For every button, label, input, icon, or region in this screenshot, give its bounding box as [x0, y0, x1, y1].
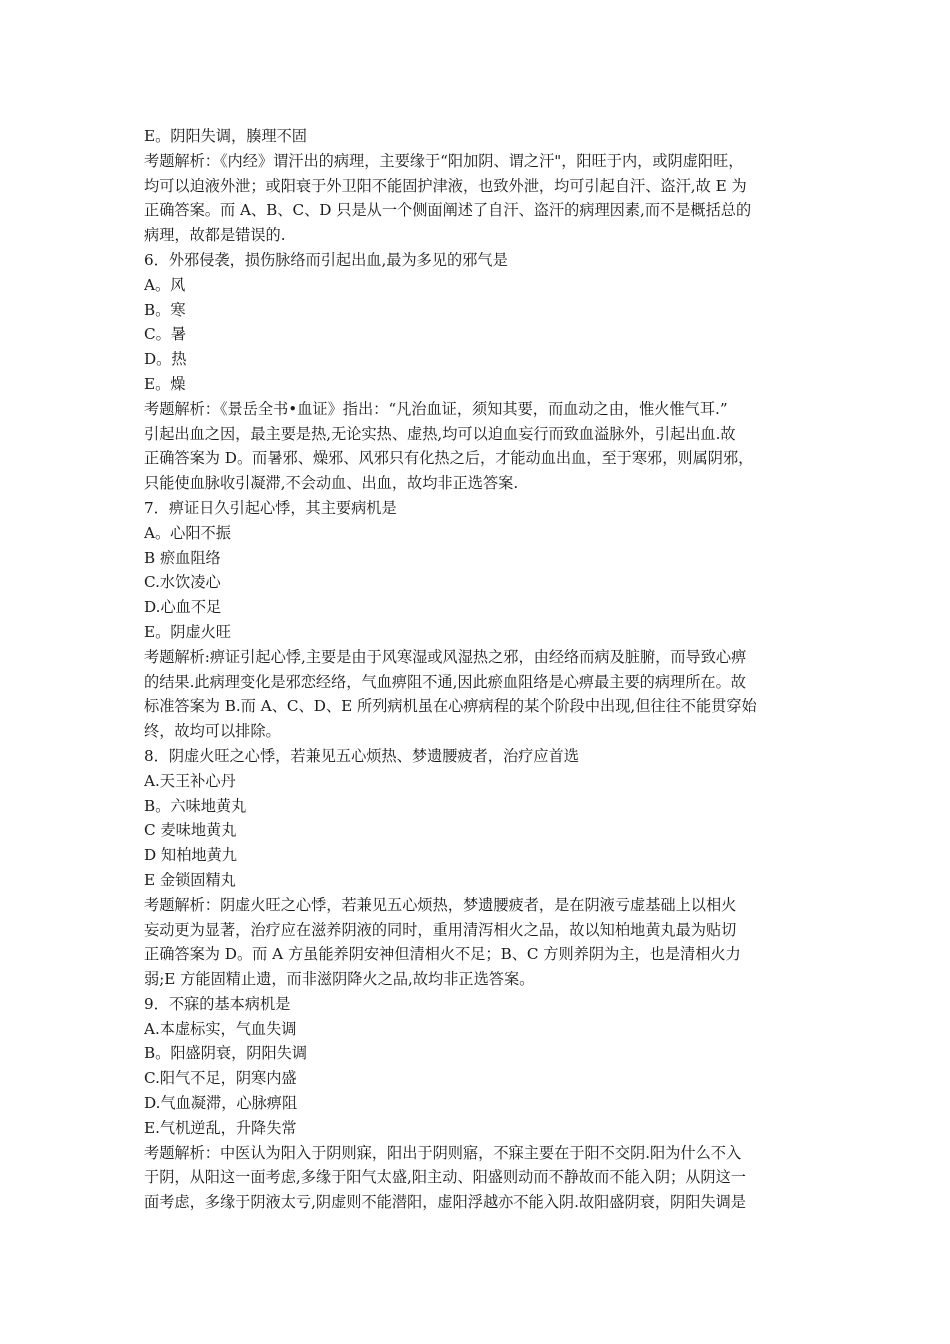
analysis-line: 正确答案为 D。而暑邪、燥邪、风邪只有化热之后，才能动血出血，至于寒邪，则属阴邪，	[144, 449, 754, 468]
answer-option: D.心血不足	[144, 598, 222, 617]
analysis-line: 妄动更为显著，治疗应在滋养阴液的同时，重用清泻相火之品，故以知柏地黄丸最为贴切	[144, 920, 737, 939]
analysis-line: 的结果.此病理变化是邪恋经络，气血痹阻不通,因此瘀血阻络是心痹最主要的病理所在。故	[144, 672, 746, 691]
document-body	[144, 124, 812, 1215]
analysis-line: 正确答案。而 A、B、C、D 只是从一个侧面阐述了自汗、盗汗的病理因素,而不是概括总的	[144, 201, 752, 220]
answer-option: A。心阳不振	[144, 523, 231, 542]
analysis-line: 弱;E 方能固精止遗，而非滋阴降火之品,故均非正选答案。	[144, 970, 535, 989]
answer-option: E。阴虚火旺	[144, 622, 232, 641]
answer-option: B 瘀血阻络	[144, 548, 221, 567]
answer-option: E.气机逆乱，升降失常	[144, 1118, 297, 1137]
answer-option: D。热	[144, 350, 187, 369]
answer-option: C 麦味地黄丸	[144, 821, 237, 840]
answer-option: B。六味地黄丸	[144, 796, 247, 815]
answer-option: A.本虚标实，气血失调	[144, 1019, 297, 1038]
answer-option: E。阴阳失调，腠理不固	[144, 127, 307, 145]
analysis-line: 于阴，从阳这一面考虑,多缘于阳气太盛,阳主动、阳盛则动而不静故而不能入阴；从阴这一	[144, 1168, 746, 1187]
analysis-line: 引起出血之因，最主要是热,无论实热、虚热,均可以迫血妄行而致血溢脉外，引起出血.故	[144, 424, 736, 443]
analysis-line: 考题解析：中医认为阳入于阴则寐，阳出于阴则寤，不寐主要在于阳不交阴.阳为什么不入	[144, 1143, 742, 1162]
analysis-line: 考题解析：《内经》谓汗出的病理，主要缘于“阳加阴、谓之汗"，阳旺于内，或阴虚阳旺，	[144, 151, 744, 170]
analysis-line: 面考虑，多缘于阴液太亏,阴虚则不能潜阳，虚阳浮越亦不能入阴.故阳盛阴衰，阴阳失调是	[144, 1193, 746, 1212]
analysis-line: 只能使血脉收引凝滞,不会动血、出血，故均非正选答案.	[144, 474, 519, 493]
answer-option: E。燥	[144, 374, 186, 393]
answer-option: B。阳盛阴衰，阴阳失调	[144, 1044, 308, 1063]
analysis-paragraph	[144, 1141, 812, 1215]
question-stem: 9．不寐的基本病机是	[144, 994, 291, 1013]
analysis-line: 考题解析：阴虚火旺之心悸，若兼见五心烦热，梦遗腰疲者，是在阴液亏虚基础上以相火	[144, 895, 737, 914]
analysis-paragraph	[144, 149, 812, 248]
analysis-line: 终，故均可以排除。	[144, 722, 281, 741]
question-stem: 7．痹证日久引起心悸，其主要病机是	[144, 498, 397, 517]
answer-option: D 知柏地黄九	[144, 846, 237, 865]
answer-option: A.天王补心丹	[144, 771, 236, 790]
analysis-line: 正确答案为 D。而 A 方虽能养阴安神但清相火不足；B、C 方则养阴为主，也是清相火力	[144, 945, 741, 964]
analysis-line: 考题解析:痹证引起心悸,主要是由于风寒湿或风湿热之邪，由经络而病及脏腑，而导致心痹	[144, 647, 747, 666]
answer-option: C.阳气不足，阴寒内盛	[144, 1069, 297, 1088]
answer-option: C。暑	[144, 325, 186, 344]
question-stem: 8．阴虚火旺之心悸，若兼见五心烦热、梦遗腰疲者，治疗应首选	[144, 746, 579, 765]
question-stem: 6．外邪侵袭，损伤脉络而引起出血,最为多见的邪气是	[144, 250, 508, 269]
answer-option: D.气血凝滞，心脉痹阻	[144, 1094, 298, 1113]
analysis-line: 均可以迫液外泄；或阳衰于外卫阳不能固护津液，也致外泄，均可引起自汗、盗汗,故 E 为	[144, 176, 747, 195]
analysis-paragraph	[144, 645, 812, 744]
analysis-paragraph	[144, 893, 812, 992]
analysis-paragraph	[144, 397, 812, 496]
answer-option: E 金锁固精丸	[144, 870, 236, 889]
analysis-line: 病理，故都是错误的.	[144, 226, 286, 245]
answer-option: B。寒	[144, 300, 186, 319]
answer-option: C.水饮凌心	[144, 573, 221, 592]
analysis-line: 标准答案为 B.而 A、C、D、E 所列病机虽在心痹病程的某个阶段中出现,但往往不能贯穿始	[144, 697, 757, 716]
analysis-line: 考题解析：《景岳全书•血证》指出：“凡治血证，须知其要，而血动之由，惟火惟气耳.”	[144, 399, 728, 418]
answer-option: A。风	[144, 275, 186, 294]
